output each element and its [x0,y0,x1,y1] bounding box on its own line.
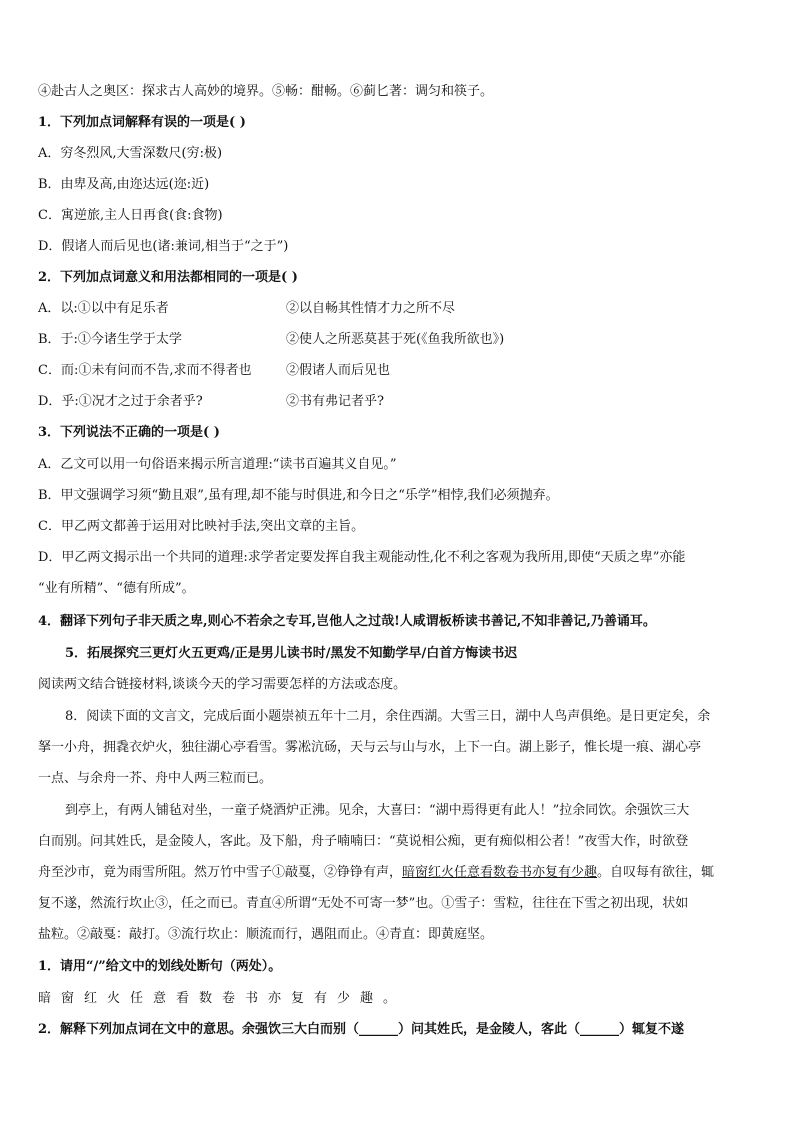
question-1-option-a: A．穷冬烈风,大雪深数尺(穷:极) [38,146,223,161]
question-1-stem: 1．下列加点词解释有误的一项是( ) [38,115,246,130]
option-left: C．而:①未有问而不告,求而不得者也 [38,363,252,378]
question-2-stem: 2．下列加点词意义和用法都相同的一项是( ) [38,270,298,285]
underlined-sentence: 暗窗红火任意看数卷书亦复有少趣 [402,865,598,880]
option-right: ②使人之所恶莫甚于死(《鱼我所欲也》) [286,332,505,347]
question-2-option-c [38,362,758,380]
passage-8-line-7: 复不遂，然流行坎止③，任之而已。青直④所谓“无处不可寄一梦”也。①雪子：雪粒，往往在下雪之初出现，状如 [38,896,689,911]
sub-question-2: 2．解释下列加点词在文中的意思。余强饮三大白而别（______）问其姓氏，是金陵人，客此（______）辄复不遂 [38,1022,685,1037]
question-4: 4．翻译下列句子非天质之卑,则心不若余之专耳,岂他人之过哉!人咸谓板桥读书善记,不知非善记,乃善诵耳。 [38,614,656,629]
question-2-option-a [38,300,758,318]
question-3-option-c: C．甲乙两文都善于运用对比映衬手法,突出文章的主旨。 [38,519,365,534]
option-left: D．乎:①况才之过于余者乎? [38,394,203,409]
question-1-option-d: D．假诸人而后见也(诸:兼词,相当于“之于”) [38,239,289,254]
option-right: ②书有弗记者乎? [286,394,384,409]
question-2-option-d [38,393,758,411]
annotation-notes: ④赴古人之奥区：探求古人高妙的境界。⑤畅：酣畅。⑥蓟匕著：调匀和筷子。 [38,84,494,99]
option-right: ②以自畅其性情才力之所不尽 [286,301,456,316]
question-2-option-b [38,331,758,349]
passage-8-line-6 [38,864,714,882]
passage-8-line-2: 拏一小舟，拥毳衣炉火，独往湖心亭看雪。雾凇沆砀，天与云与山与水，上下一白。湖上影子，惟长堤一痕、湖心亭 [38,740,702,755]
question-3-option-d-line2: “业有所精”、“德有所成”。 [38,581,195,596]
passage-text: 。自叹每有欲往，辄 [597,865,715,880]
question-5-stem: 5．拓展探究三更灯火五更鸡/正是男儿读书时/黑发不知勤学早/白首方悔读书迟 [65,646,518,661]
question-3-option-a: A．乙文可以用一句俗语来揭示所言道理:“读书百遍其义自见。” [38,457,397,472]
sub-question-1-text: 暗窗红火任意看数卷书亦复有少趣。 [38,991,407,1006]
passage-8-line-1: 8．阅读下面的文言文，完成后面小题崇祯五年十二月，余住西湖。大雪三日，湖中人鸟声俱绝。是日更定矣，余 [65,709,711,724]
option-left: B．于:①今诸生学于太学 [38,332,182,347]
question-3-stem: 3．下列说法不正确的一项是( ) [38,425,220,440]
question-1-option-b: B．由卑及高,由迩达远(迩:近) [38,177,210,192]
option-left: A．以:①以中有足乐者 [38,301,169,316]
passage-text: 舟至沙市，竟为雨雪所阻。然万竹中雪子①敲戛，②铮铮有声， [38,865,403,880]
passage-8-line-5: 白而别。问其姓氏，是金陵人，客此。及下船，舟子喃喃曰：“莫说相公痴，更有痴似相公者！”夜雪大作，时欲登 [38,834,689,849]
question-5-follow: 阅读两文结合链接材料,谈谈今天的学习需要怎样的方法或态度。 [38,677,407,692]
passage-8-line-4: 到亭上，有两人铺毡对坐，一童子烧酒炉正沸。见余，大喜曰：“湖中焉得更有此人！”拉余同饮。余强饮三大 [65,803,690,818]
question-1-option-c: C．寓逆旅,主人日再食(食:食物) [38,208,223,223]
question-3-option-d-line1: D．甲乙两文揭示出一个共同的道理:求学者定要发挥自我主观能动性,化不利之客观为我所用,即使“天质之卑”亦能 [38,550,686,565]
question-3-option-b: B．甲文强调学习须“勤且艰”,虽有理,却不能与时俱进,和今日之“乐学”相悖,我们必须抛弃。 [38,488,559,503]
option-right: ②假诸人而后见也 [286,363,391,378]
sub-question-1-stem: 1．请用“/”给文中的划线处断句（两处）。 [38,959,282,974]
passage-8-line-3: 一点、与余舟一芥、舟中人两三粒而已。 [38,771,273,786]
passage-8-line-8: 盐粒。②敲戛：敲打。③流行坎止：顺流而行，遇阻而止。④青直：即黄庭坚。 [38,927,494,942]
